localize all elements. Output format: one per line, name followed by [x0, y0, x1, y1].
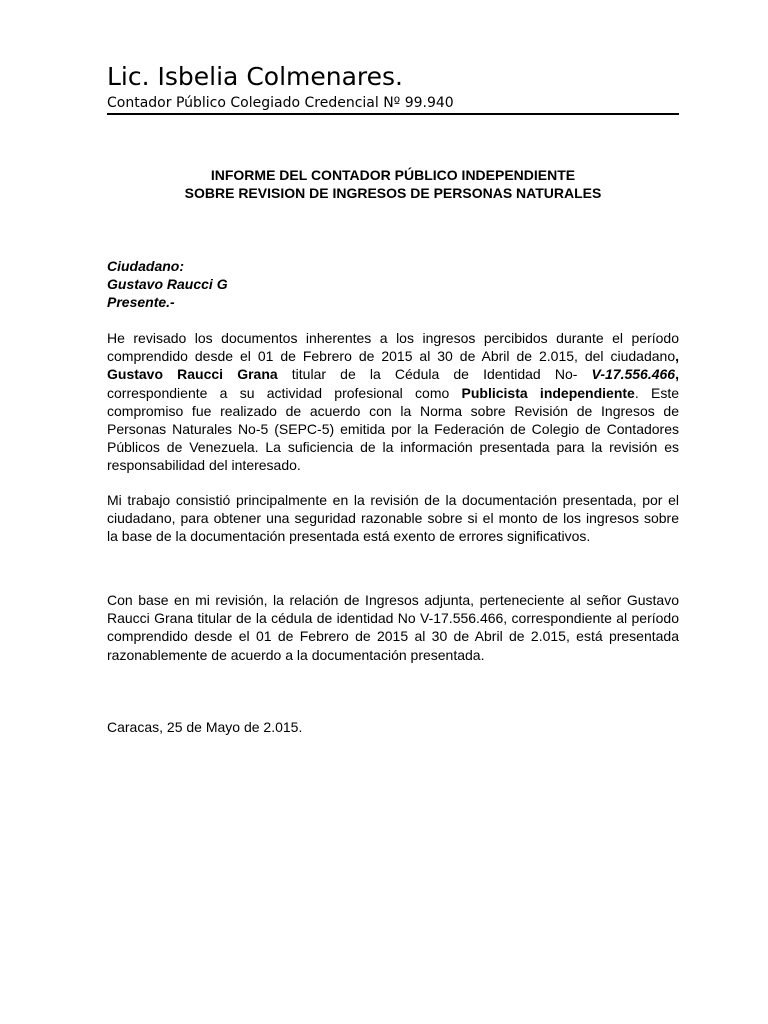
- letterhead-name: Lic. Isbelia Colmenares.: [107, 62, 403, 91]
- paragraph-1: [107, 329, 679, 475]
- paragraph-1-text-a: He revisado los documentos inherentes a los ingresos percibidos durante el período comprendido desde el 01 de Febrero de 2015 al 30 de Abril de 2.015, del ciudadano: [107, 330, 679, 365]
- letterhead-divider: [107, 113, 679, 115]
- client-id-number: V-17.556.466: [591, 366, 676, 383]
- paragraph-1-comma: ,: [675, 366, 679, 383]
- paragraph-1-text-d: . Este compromiso fue realizado de acuerdo con la Norma sobre Revisión de Ingresos de Personas Naturales No-5 (SEPC-5) emitida por la Federación de Colegio de Contadores Públicos de Venezuela. La suficiencia de la información presentada para la revisión es responsabilidad del interesado.: [107, 384, 679, 474]
- client-activity: Publicista independiente: [461, 384, 635, 401]
- paragraph-1-text-c: correspondiente a su actividad profesional como: [107, 384, 462, 401]
- client-name-bold: , Gustavo Raucci Grana: [107, 348, 679, 383]
- recipient-presente: Presente.-: [107, 294, 175, 310]
- paragraph-1-text-b: titular de la Cédula de Identidad No-: [277, 366, 592, 383]
- report-title-line-1: INFORME DEL CONTADOR PÚBLICO INDEPENDIENTE: [210, 167, 576, 183]
- recipient-name: Gustavo Raucci G: [107, 276, 228, 292]
- paragraph-2: Mi trabajo consistió principalmente en la revisión de la documentación presentada, por el ciudadano, para obtener una seguridad razonable sobre si el monto de los ingresos sobre la base de la documentación presentada está exento de errores significativos.: [107, 492, 679, 545]
- report-title-line-2: SOBRE REVISION DE INGRESOS DE PERSONAS NATURALES: [184, 185, 602, 201]
- closing-place-date: Caracas, 25 de Mayo de 2.015.: [107, 719, 303, 735]
- paragraph-3: Con base en mi revisión, la relación de Ingresos adjunta, perteneciente al señor Gustavo Raucci Grana titular de la cédula de identidad No V-17.556.466, correspondiente al período comprendido desde el 01 de Febrero de 2015 al 30 de Abril de 2.015, está presentada razonablemente de acuerdo a la documentación presentada.: [107, 592, 679, 663]
- recipient-salutation: Ciudadano:: [107, 258, 184, 274]
- letterhead-credential: Contador Público Colegiado Credencial Nº 99.940: [107, 95, 454, 111]
